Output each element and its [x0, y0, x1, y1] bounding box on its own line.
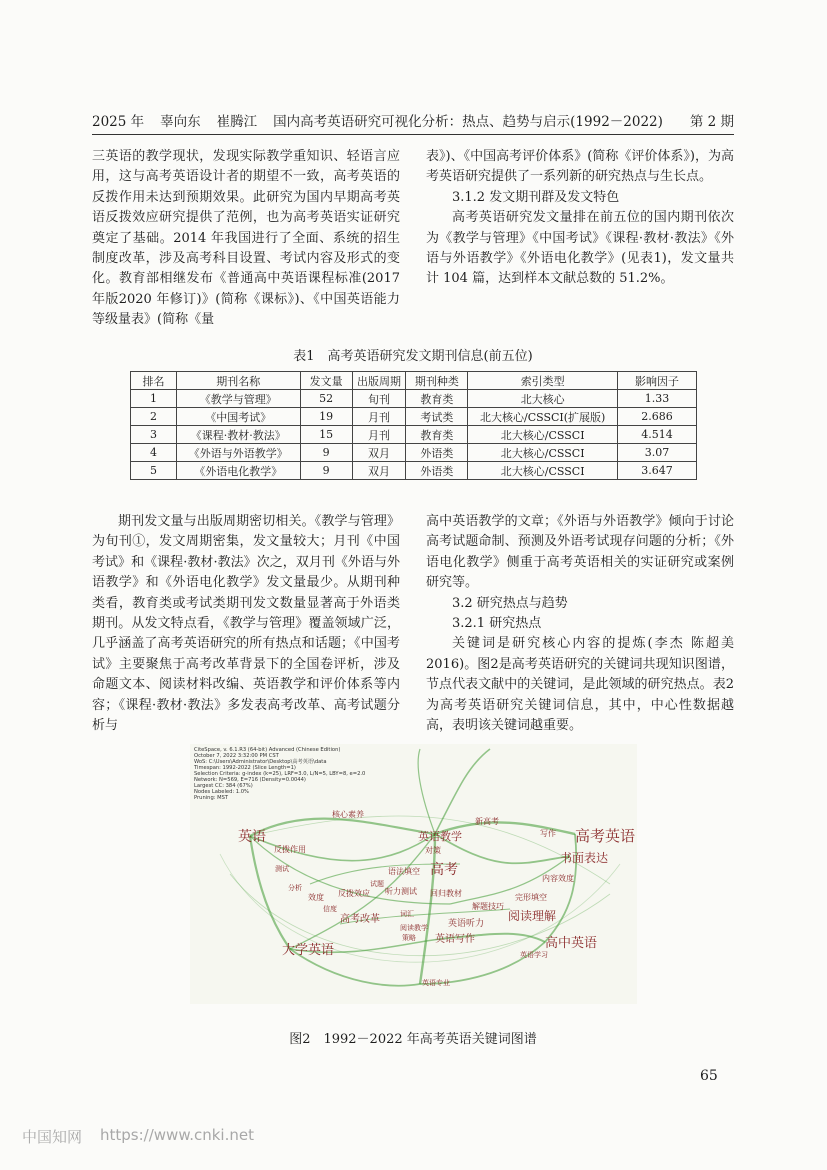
table-row: [131, 426, 697, 444]
journal-table: [130, 371, 697, 480]
keyword-label: 书面表达: [560, 851, 609, 865]
keyword-label: 高考改革: [340, 914, 380, 925]
table-cell: 5: [131, 462, 177, 480]
info-line: Largest CC: 384 (67%): [194, 783, 253, 789]
keyword-network-figure: [190, 744, 637, 1004]
table-row: [131, 390, 697, 408]
keyword-label: 完形填空: [515, 893, 547, 902]
table-cell: 外语类: [406, 444, 468, 462]
header-title: 国内高考英语研究可视化分析：热点、趋势与启示(1992－2022): [273, 114, 663, 130]
table-cell: 1.33: [618, 390, 697, 408]
info-line: Pruning: MST: [194, 795, 229, 801]
keyword-label: 试题: [370, 880, 384, 888]
table-cell: 旬刊: [352, 390, 406, 408]
keyword-label: 英语专业: [422, 979, 450, 987]
table-cell: 9: [300, 444, 352, 462]
keyword-label: 阅读教学: [400, 924, 428, 932]
keyword-label: 核心素养: [332, 810, 364, 819]
table-row: [131, 462, 697, 480]
table-caption: 表1 高考英语研究发文期刊信息(前五位): [293, 349, 533, 364]
table-cell: 《中国考试》: [176, 408, 300, 426]
table-cell: 考试类: [406, 408, 468, 426]
column-top-left: [92, 147, 400, 331]
table-header: 期刊名称: [176, 372, 300, 390]
keyword-label: 对策: [425, 846, 441, 855]
table-row: [131, 444, 697, 462]
table-header-row: [131, 372, 697, 390]
keyword-label: 阅读理解: [508, 909, 557, 923]
keyword-label: 效度: [308, 893, 324, 902]
page-number: 65: [700, 1068, 718, 1084]
keyword-label: 词汇: [400, 910, 414, 918]
info-line: October 7, 2022 3:32:00 PM CST: [194, 753, 279, 759]
table-cell: 双月: [352, 444, 406, 462]
keyword-label: 解题技巧: [472, 902, 504, 911]
info-line: Nodes Labeled: 1.0%: [194, 789, 249, 795]
keyword-label: 高考: [430, 862, 458, 878]
table-cell: 北大核心/CSSCI: [468, 426, 618, 444]
table-cell: 外语类: [406, 462, 468, 480]
table-cell: 北大核心/CSSCI: [468, 462, 618, 480]
keyword-label: 高中英语: [545, 936, 598, 951]
table-header: 期刊种类: [406, 372, 468, 390]
paragraph: 三英语的教学现状，发现实际教学重知识、轻语言应用，这与高考英语设计者的期望不一致，高考英语的反拨作用未达到预期效果。此研究为国内早期高考英语反拨效应研究提供了范例，也为高考英语实证研究奠定了基础。2014 年我国进行了全面、系统的招生制度改革，涉及高考科目设置、考试内容及形式的变化。教育部相继发布《普通高中英语课程标准(2017 年版2020 年修订)》(简称《课标》)、《中国英语能力等级量表》(简称《量: [92, 149, 400, 328]
table-cell: 月刊: [352, 408, 406, 426]
keyword-label: 英语听力: [448, 919, 485, 929]
info-line: Network: N=569, E=716 (Density=0.0044): [194, 777, 306, 783]
keyword-label: 英语学习: [520, 951, 548, 959]
table-cell: 《外语与外语教学》: [176, 444, 300, 462]
table-cell: 北大核心/CSSCI: [468, 444, 618, 462]
table-cell: 9: [300, 462, 352, 480]
table-cell: 4.514: [618, 426, 697, 444]
keyword-label: 分析: [288, 884, 302, 892]
paragraph: 表》)、《中国高考评价体系》(简称《评价体系》)，为高考英语研究提供了一系列新的研究热点与生长点。: [426, 149, 734, 185]
table-cell: 教育类: [406, 390, 468, 408]
column-bottom-left: [92, 512, 400, 736]
header-issue: 第 2 期: [689, 114, 734, 130]
table-cell: 《外语电化教学》: [176, 462, 300, 480]
keyword-label: 策略: [402, 934, 416, 942]
table-cell: 《教学与管理》: [176, 390, 300, 408]
table-cell: 2: [131, 408, 177, 426]
table-cell: 19: [300, 408, 352, 426]
table-cell: 3.647: [618, 462, 697, 480]
citespace-info: [194, 747, 365, 801]
column-top-right: [426, 147, 734, 290]
watermark-site: 中国知网: [22, 1128, 83, 1146]
table-cell: 北大核心: [468, 390, 618, 408]
paragraph: 期刊发文量与出版周期密切相关。《教学与管理》为旬刊①，发文周期密集，发文量较大；月刊《中国考试》和《课程·教材·教法》次之，双月刊《外语与外语教学》和《外语电化教学》发文量最少。从期刊种类看，教育类或考试类期刊发文数量显著高于外语类期刊。从发文特点看，《教学与管理》覆盖领域广泛，几乎涵盖了高考英语研究的所有热点和话题；《中国考试》主要聚焦于高考改革背景下的全国卷评析，涉及命题文本、阅读材料改编、英语教学和评价体系等内容；《课程·教材·教法》多发表高考改革、高考试题分析与: [92, 514, 400, 734]
subsection-heading: 3.2.1 研究热点: [452, 616, 542, 632]
keyword-label: 反拨作用: [274, 845, 306, 854]
table-header: 索引类型: [468, 372, 618, 390]
keyword-label: 英语写作: [435, 934, 475, 945]
keyword-label: 英语教学: [418, 830, 462, 843]
info-line: CiteSpace, v. 6.1.R3 (64-bit) Advanced (Chinese Edition): [194, 747, 341, 753]
table-row: [131, 408, 697, 426]
table-cell: 《课程·教材·教法》: [176, 426, 300, 444]
header-author-2: 崔腾江: [216, 114, 258, 130]
keyword-label: 信度: [323, 905, 337, 913]
keyword-label: 测试: [275, 865, 289, 873]
table-cell: 4: [131, 444, 177, 462]
section-heading: 3.2 研究热点与趋势: [452, 595, 568, 611]
paragraph: 关键词是研究核心内容的提炼(李杰 陈超美 2016)。图2是高考英语研究的关键词共现知识图谱，节点代表文献中的关键词，是此领域的研究热点。表2为高考英语研究关键词信息，其中，中心性数据越高，表明该关键词越重要。: [426, 636, 734, 734]
table-cell: 教育类: [406, 426, 468, 444]
info-line: Timespan: 1992-2022 (Slice Length=1): [194, 765, 296, 771]
watermark-url[interactable]: https://www.cnki.net: [100, 1126, 254, 1144]
table-cell: 1: [131, 390, 177, 408]
running-header: [92, 110, 734, 135]
table-cell: 北大核心/CSSCI(扩展版): [468, 408, 618, 426]
info-line: WoS: C:\Users\Administrator\Desktop\高考英语\data: [194, 759, 327, 765]
table-cell: 双月: [352, 462, 406, 480]
table-header: 发文量: [300, 372, 352, 390]
section-heading: 3.1.2 发文期刊群及发文特色: [452, 189, 620, 205]
keyword-label: 回归教材: [430, 889, 462, 898]
table-cell: 3: [131, 426, 177, 444]
column-bottom-right: [426, 512, 734, 736]
keyword-label: 内容效度: [542, 874, 574, 883]
keyword-label: 语法填空: [388, 867, 420, 876]
info-line: Selection Criteria: g-index (k=25), LRF=3.0, L/N=5, LBY=8, e=2.0: [194, 771, 366, 777]
table-header: 出版周期: [352, 372, 406, 390]
table-header: 排名: [131, 372, 177, 390]
header-author-1: 辜向东: [160, 114, 201, 130]
keyword-label: 高考英语: [575, 827, 636, 845]
table-cell: 15: [300, 426, 352, 444]
keyword-label: 大学英语: [282, 943, 335, 958]
table-cell: 52: [300, 390, 352, 408]
network-labels: [238, 809, 635, 987]
header-year: 2025 年: [92, 114, 145, 130]
keyword-label: 英语: [238, 829, 266, 845]
cnki-watermark: [22, 1126, 254, 1147]
keyword-label: 听力测试: [385, 887, 417, 896]
table-cell: 月刊: [352, 426, 406, 444]
table-cell: 3.07: [618, 444, 697, 462]
keyword-label: 反拨效应: [338, 889, 370, 898]
keyword-label: 写作: [540, 829, 556, 838]
figure-caption: 图2 1992－2022 年高考英语关键词图谱: [289, 1032, 537, 1047]
table-cell: 2.686: [618, 408, 697, 426]
keyword-label: 新高考: [475, 817, 499, 826]
table-header: 影响因子: [618, 372, 697, 390]
paragraph: 高中英语教学的文章；《外语与外语教学》倾向于讨论高考试题命制、预测及外语考试现存问题的分析；《外语电化教学》侧重于高考英语相关的实证研究或案例研究等。: [426, 514, 734, 591]
paragraph: 高考英语研究发文量排在前五位的国内期刊依次为《教学与管理》《中国考试》《课程·教材·教法》《外语与外语教学》《外语电化教学》(见表1)，发文量共计 104 篇，达到样本文献总数的 51.2%。: [426, 210, 734, 287]
